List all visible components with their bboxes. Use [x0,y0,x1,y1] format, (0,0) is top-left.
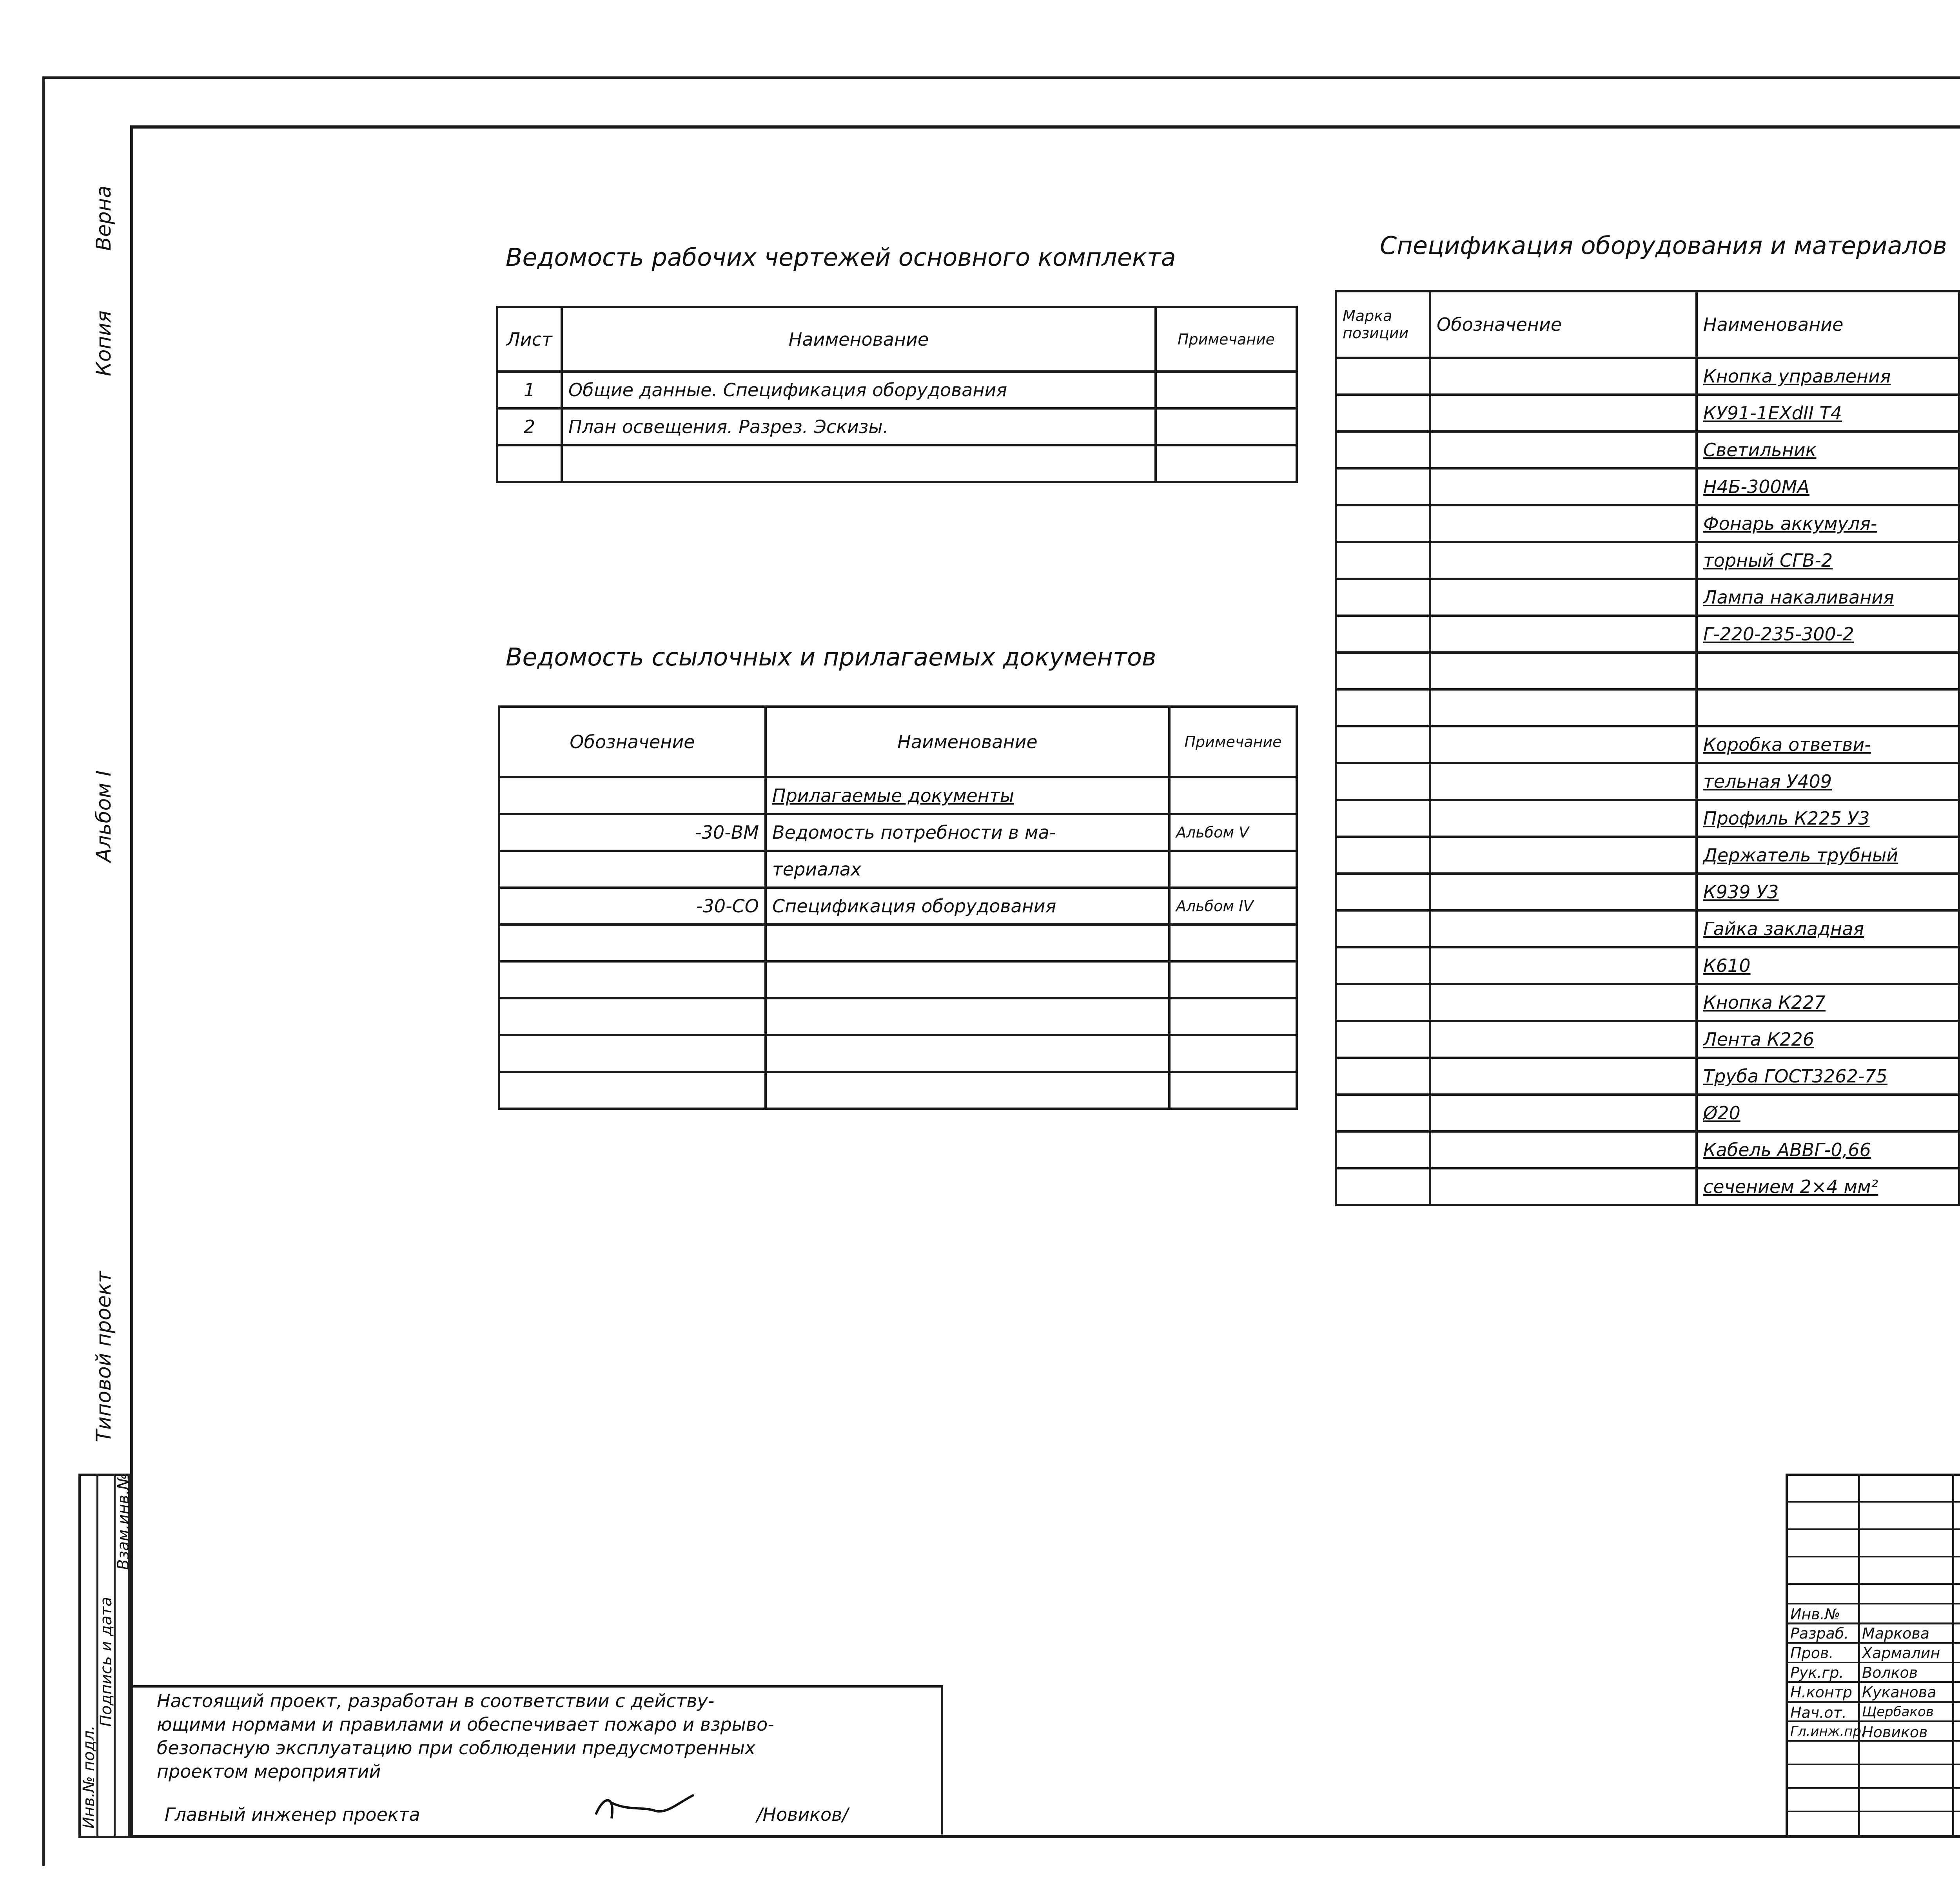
table-row: Прилагаемые документы [499,777,1297,814]
ref-docs-title: Ведомость ссылочных и прилагаемых документов [506,643,1156,671]
drawings-list-title: Ведомость рабочих чертежей основного комплекта [506,243,1176,272]
table-row: 2 План освещения. Разрез. Эскизы. [497,408,1297,445]
typical-project-label: Типовой проект [92,1271,116,1442]
table-row [1336,653,1960,689]
album-label: Альбом I [92,770,116,862]
table-row: 1 Общие данные. Спецификация оборудования [497,372,1297,408]
table-row: сечением 2×4 мм² [1336,1168,1960,1205]
table-row: Г-220-235-300-2 [1336,616,1960,653]
table-row: Фонарь аккумуля- [1336,505,1960,542]
table-row: КУ91-1ЕХdII Т4 [1336,395,1960,431]
table-row: Коробка ответви- [1336,726,1960,763]
table-row: Кабель АВВГ-0,66 [1336,1131,1960,1168]
inv-podl-label: Инв.№ подл. [80,1725,98,1829]
table-row [499,925,1297,961]
table-header-row: Лист Наименование Примечание [497,307,1297,372]
inv-no-label: Инв.№ [1790,1606,1840,1623]
table-row [499,1035,1297,1072]
table-row: Гайка закладная [1336,910,1960,947]
table-row: Лампа накаливания [1336,579,1960,616]
signature-image [588,1787,706,1830]
table-row [499,998,1297,1035]
project-note: Настоящий проект, разработан в соответствии с действу- ющими нормами и правилами и обеспечивает пожаро и взрыво- безопасную эксплуатацию при соблюдении предусмотренных проектом мероприятий [157,1690,774,1782]
ref-docs-table [498,705,1298,1110]
table-row [499,1072,1297,1109]
table-row: -30-ВМ Ведомость потребности в ма- Альбом V [499,814,1297,851]
table-header-row: Обозначение Наименование Примечание [499,707,1297,777]
table-row: К610 [1336,947,1960,984]
table-row: Профиль К225 У3 [1336,800,1960,837]
chief-engineer-label: Главный инженер проекта [165,1804,420,1825]
table-row: териалах [499,851,1297,888]
table-row: Кнопка К227 [1336,984,1960,1021]
table-row: Светильник [1336,431,1960,468]
table-row: К939 У3 [1336,874,1960,910]
chief-engineer-name: /Новиков/ [757,1804,848,1825]
spec-table [1335,290,1960,1206]
table-row: торный СГВ-2 [1336,542,1960,579]
table-row: Лента К226 [1336,1021,1960,1058]
verified-label: Верна [92,185,116,251]
table-row: Кнопка управления [1336,358,1960,395]
copy-label: Копия [92,310,116,376]
table-row: Держатель трубный [1336,837,1960,874]
sign-date-label: Подпись и дата [97,1597,115,1727]
table-row: тельная У409 [1336,763,1960,800]
title-block: Инв.№ Разраб. Маркова Пров. Хармалин Рук.гр. Волков Н.контр Куканова Нач.от. Щербаков Гл.инж.пр. Новиков [1786,1474,1960,1838]
table-row: Н4Б-300МА [1336,468,1960,505]
table-row: Ø20 [1336,1095,1960,1131]
table-row [1336,689,1960,726]
table-row: Труба ГОСТ3262-75 [1336,1058,1960,1095]
spec-title: Спецификация оборудования и материалов [1380,231,1947,260]
table-row [499,961,1297,998]
vzam-inv-label: Взам.инв.№ [114,1473,132,1570]
side-stamp [78,1474,130,1838]
drawings-list-table [496,306,1298,483]
table-row: -30-СО Спецификация оборудования Альбом IV [499,888,1297,925]
table-header-row: Марка позиции Обозначение Наименование [1336,291,1960,358]
table-row [497,445,1297,482]
